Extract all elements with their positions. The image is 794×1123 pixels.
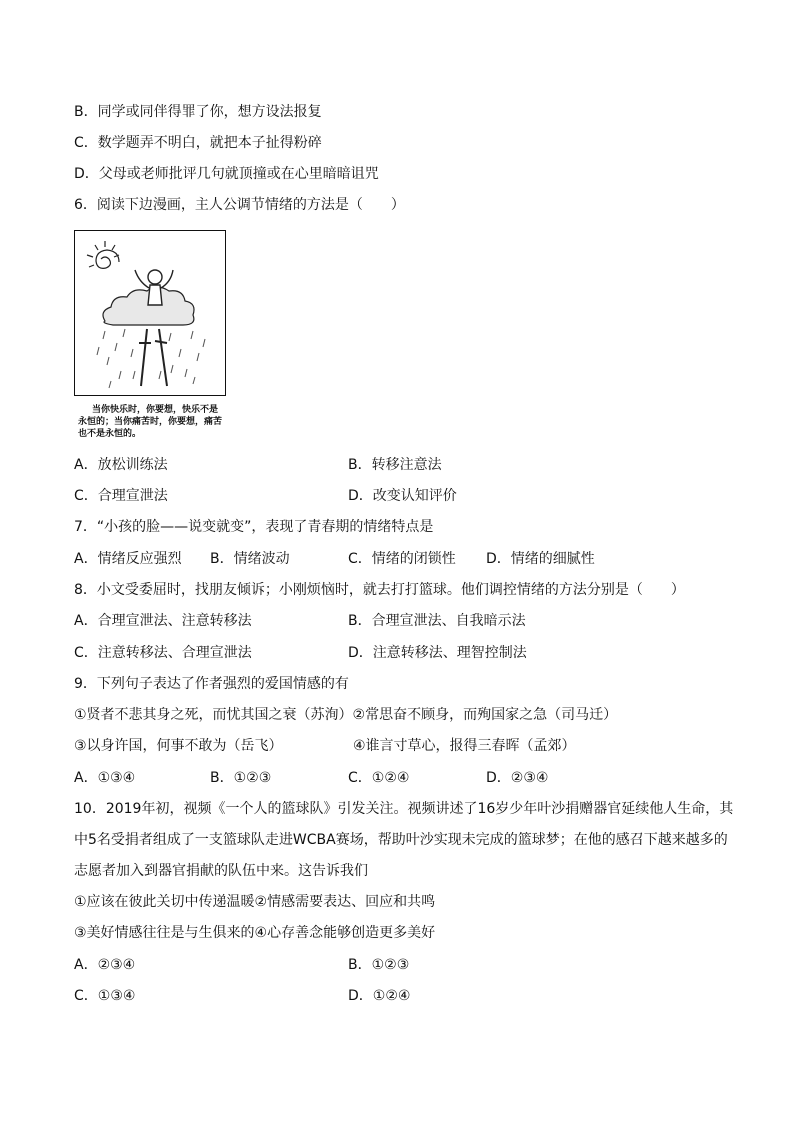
- q6-stem: 6．阅读下边漫画，主人公调节情绪的方法是（ ）: [74, 197, 405, 213]
- q6-option-a: A．放松训练法: [74, 457, 168, 473]
- cartoon-caption: [78, 404, 238, 440]
- q8-option-d: D．注意转移法、理智控制法: [348, 645, 527, 661]
- q6-option-c: C．合理宣泄法: [74, 488, 168, 504]
- q7-option-c: C．情绪的闭锁性: [348, 551, 456, 567]
- q6-option-d: D．改变认知评价: [348, 488, 457, 504]
- caption-line: 当你快乐时，你要想，快乐不是: [92, 405, 219, 415]
- q10-option-c: C．①③④: [74, 988, 136, 1004]
- q7-options: [74, 549, 595, 569]
- cartoon-image: [74, 230, 226, 396]
- q10-stem-line-1: 10．2019年初，视频《一个人的篮球队》引发关注。视频讲述了16岁少年叶沙捐赠器官延续他人生命，其: [74, 801, 734, 817]
- q5-option-d: D．父母或老师批评几句就顶撞或在心里暗暗诅咒: [74, 166, 379, 182]
- cloud-icon: [103, 287, 194, 325]
- q9-statements-1: ①贤者不悲其身之死，而忧其国之衰（苏洵）②常思奋不顾身，而殉国家之急（司马迁）: [74, 707, 618, 723]
- sun-icon: [87, 241, 119, 268]
- q8-option-c: C．注意转移法、合理宣泄法: [74, 645, 252, 661]
- q9-option-c: C．①②④: [348, 770, 410, 786]
- caption-line: 永恒的；当你痛苦时，你要想，痛苦: [78, 417, 223, 427]
- q10-statements-2: ③美好情感往往是与生俱来的④心存善念能够创造更多美好: [74, 925, 436, 941]
- q9-statement-3: ③以身许国，何事不敢为（岳飞）: [74, 738, 283, 754]
- q10-stem-line-2: 中5名受捐者组成了一支篮球队走进WCBA赛场，帮助叶沙实现未完成的篮球梦；在他的感召下越来越多的: [74, 832, 728, 848]
- q9-option-d: D．②③④: [486, 770, 549, 786]
- cartoon-drawing: [75, 231, 224, 394]
- q7-option-a: A．情绪反应强烈: [74, 551, 182, 567]
- q10-option-a: A．②③④: [74, 957, 136, 973]
- q9-options: [74, 768, 548, 788]
- q9-statement-4: ④谁言寸草心，报得三春晖（孟郊）: [353, 738, 576, 754]
- q7-stem: 7．“小孩的脸——说变就变”，表现了青春期的情绪特点是: [74, 519, 434, 535]
- q9-option-a: A．①③④: [74, 770, 136, 786]
- q9-stem: 9．下列句子表达了作者强烈的爱国情感的有: [74, 676, 349, 692]
- stilts-icon: [139, 329, 167, 386]
- q5-option-b: B．同学或同伴得罪了你，想方设法报复: [74, 104, 322, 120]
- q8-option-a: A．合理宣泄法、注意转移法: [74, 613, 252, 629]
- q10-option-b: B．①②③: [348, 957, 410, 973]
- q10-option-d: D．①②④: [348, 988, 411, 1004]
- q10-stem-line-3: 志愿者加入到器官捐献的队伍中来。这告诉我们: [74, 863, 368, 879]
- rain-icon: [97, 329, 205, 388]
- q5-option-c: C．数学题弄不明白，就把本子扯得粉碎: [74, 135, 322, 151]
- caption-line: 也不是永恒的。: [78, 429, 142, 439]
- q10-statements-1: ①应该在彼此关切中传递温暖②情感需要表达、回应和共鸣: [74, 894, 436, 910]
- q7-option-b: B．情绪波动: [210, 551, 290, 567]
- q8-stem: 8．小文受委屈时，找朋友倾诉；小刚烦恼时，就去打打篮球。他们调控情绪的方法分别是（ ）: [74, 582, 685, 598]
- q6-option-b: B．转移注意法: [348, 457, 442, 473]
- q7-option-d: D．情绪的细腻性: [486, 551, 595, 567]
- q9-option-b: B．①②③: [210, 770, 272, 786]
- q8-option-b: B．合理宣泄法、自我暗示法: [348, 613, 526, 629]
